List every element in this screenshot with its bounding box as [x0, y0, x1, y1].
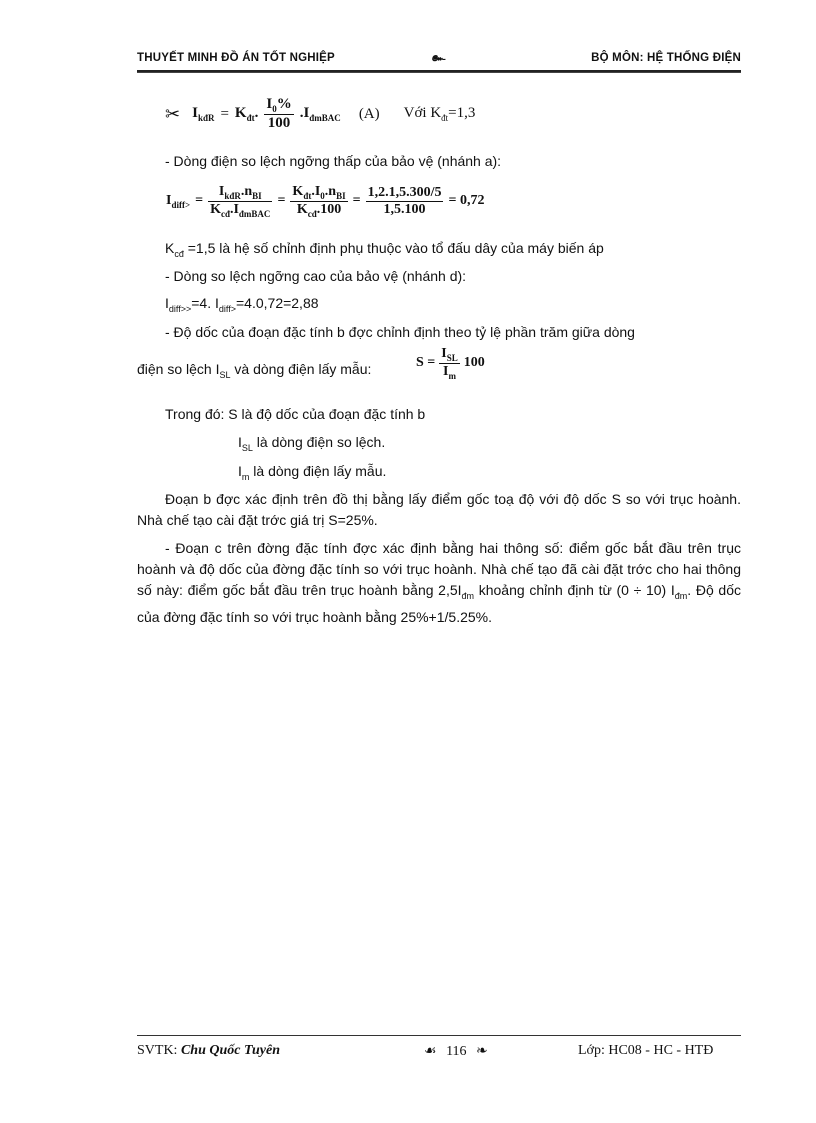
- slope-line-2: điện so lệch $I_{SL}$ và dòng điện lấy mẫu:: [137, 361, 372, 380]
- formula-slope: S = $\frac{I_{SL}}{I_m}$ 100: [416, 346, 485, 381]
- high-threshold-line: - Dòng so lệch ngỡng cao của bảo vệ (nhánh d):: [165, 268, 467, 284]
- where-line-2: $I_{SL}$ là dòng điện so lệch.: [238, 434, 386, 453]
- header-divider: [137, 72, 741, 73]
- footer-divider: [137, 1035, 741, 1036]
- formula2-result: = 0,72: [448, 193, 485, 208]
- paragraph-segment-c: - Đoạn c trên đờng đặc tính đợc xác định bằng hai thông số: điểm gốc bắt đầu trên trục hoành và độ dốc của đờng đặc tính so với trục hoành. Nhà chế tạo đã cài đặt trớc cho hai thông số này: điểm gốc bắt đầu trên trục hoành bằng $2,5I_{đm}$ khoảng chỉnh định từ (0 ÷ 10) $I_{đm}$. Độ dốc của đờng đặc tính so với trục hoành bằng 25%+1/5.25%.: [137, 540, 741, 625]
- where-line-1: Trong đó: S là độ dốc của đoạn đặc tính b: [165, 406, 426, 422]
- header-title: THUYẾT MINH ĐỒ ÁN TỐT NGHIỆP: [137, 52, 335, 64]
- page-header: [137, 52, 741, 72]
- formula-ikdr: ✂ $I_{kđR}$ = $K_{đt}$. $\frac{I_0\%}{100}$ $.I_{đmBAC}$ (A) Với $K_{đt}=1,3$: [165, 96, 476, 131]
- paragraph-segment-b: Đoạn b đợc xác định trên đồ thị bằng lấy điểm gốc toạ độ với độ dốc S so với trục hoành. Nhà chế tạo cài đặt trớc giá trị S=25%.: [137, 491, 741, 528]
- header-ornament: ๛: [431, 50, 445, 64]
- where-line-3: $I_m$ là dòng điện lấy mẫu.: [238, 463, 387, 482]
- formula2-fraction-3: $\frac{1,2.1,5.300/5}{1,5.100}$: [367, 184, 442, 217]
- kcd-line: $K_{cđ} =1,5$ là hệ số chỉnh định phụ thuộc vào tổ đấu dây của máy biến áp: [165, 240, 604, 259]
- low-threshold-line: - Dòng điện so lệch ngỡng thấp của bảo vệ (nhánh a):: [165, 153, 502, 169]
- scissors-icon: ✂: [165, 103, 181, 124]
- footer-class: Lớp: HC08 - HC - HTĐ: [578, 1043, 714, 1058]
- formula2-fraction-1: $\frac{I_{kđR}.n_{BI}}{K_{cđ}.I_{đmBAC}}$: [210, 183, 271, 219]
- footer-author: SVTK: Chu Quốc Tuyên: [137, 1043, 281, 1058]
- formula1-fraction: $\frac{I_0\%}{100}$: [266, 96, 292, 131]
- footer-page-number: ☙ 116 ❧: [424, 1044, 488, 1059]
- header-department: BỘ MÔN: HỆ THỐNG ĐIỆN: [591, 52, 741, 64]
- slope-line-1: - Độ dốc của đoạn đặc tính b đợc chỉnh định theo tỷ lệ phần trăm giữa dòng: [165, 324, 635, 340]
- floral-right-icon: ❧: [476, 1044, 488, 1059]
- formula1-with: Với $K_{đt}=1,3$: [403, 105, 476, 123]
- formula-idiff: $I_{diff>}$ = $\frac{I_{kđR}.n_{BI}}{K_{cđ}.I_{đmBAC}}$ = $\frac{K_{đt}.I_0.n_{BI}}{K_{cđ}.100}$ = $\frac{1,2.1,5.300/5}{1,5.100}$ = 0,72: [166, 183, 485, 219]
- formula1-unit: (A): [358, 105, 380, 122]
- formula2-fraction-2: $\frac{K_{đt}.I_0.n_{BI}}{K_{cđ}.100}$: [292, 183, 346, 219]
- idiff-line: $I_{diff>>}=4$. $I_{diff>}=4.0,72=2,88$: [165, 295, 319, 314]
- floral-left-icon: ☙: [424, 1044, 437, 1059]
